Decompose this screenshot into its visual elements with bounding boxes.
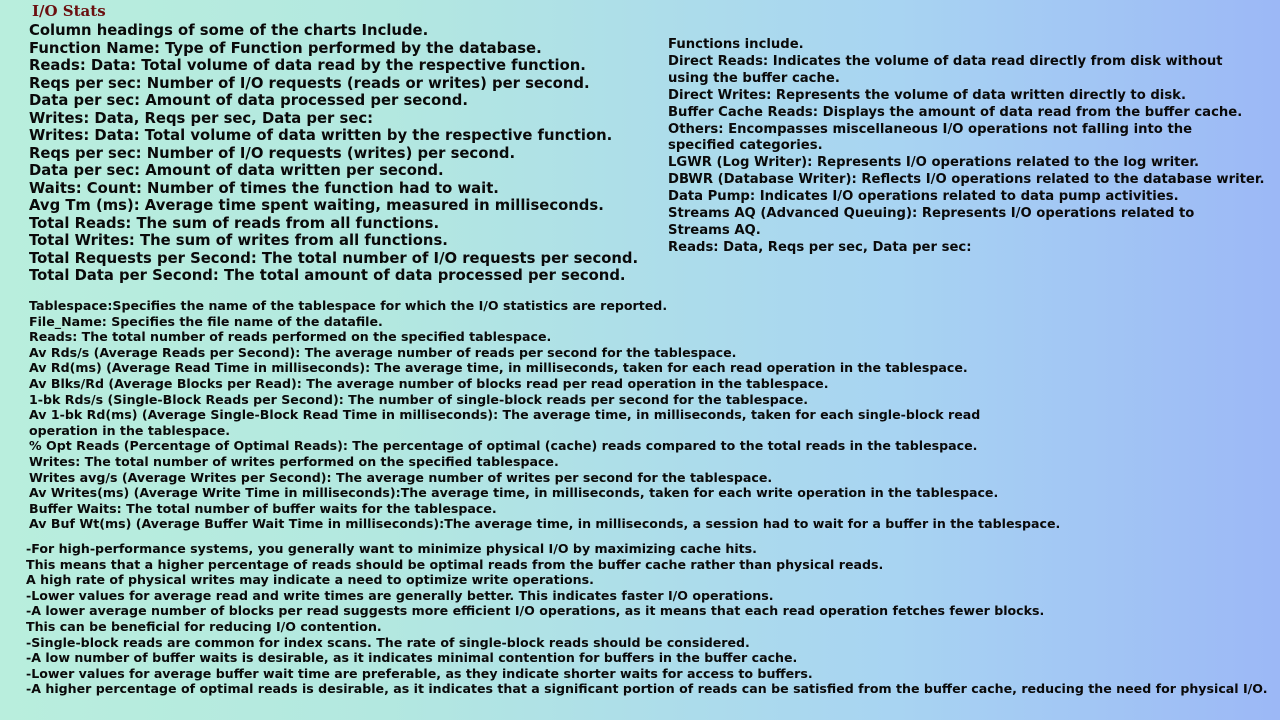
list-item: Total Data per Second: The total amount of data processed per second. xyxy=(29,267,626,284)
column-headings-list xyxy=(29,22,638,285)
list-item: Reqs per sec: Number of I/O requests (reads or writes) per second. xyxy=(29,74,590,92)
list-item: Av Writes(ms) (Average Write Time in milliseconds):The average time, in milliseconds, taken for each write operation in the tablespace. xyxy=(29,485,999,501)
list-item: % Opt Reads (Percentage of Optimal Reads): The percentage of optimal (cache) reads compared to the total reads in the tablespace. xyxy=(29,438,978,454)
list-item: DBWR (Database Writer): Reflects I/O operations related to the database writer. xyxy=(668,172,1265,188)
list-item: This means that a higher percentage of reads should be optimal reads from the buffer cache rather than physical reads. xyxy=(26,556,884,572)
list-item: operation in the tablespace. xyxy=(29,422,231,438)
list-item: A high rate of physical writes may indicate a need to optimize write operations. xyxy=(26,572,594,588)
list-item: Direct Writes: Represents the volume of data written directly to disk. xyxy=(668,87,1186,103)
notes-list xyxy=(26,541,1267,697)
list-item: -Lower values for average buffer wait time are preferable, as they indicate shorter waits for access to buffers. xyxy=(26,665,813,681)
list-item: Reqs per sec: Number of I/O requests (writes) per second. xyxy=(29,144,516,162)
list-item: Functions include. xyxy=(668,37,804,52)
list-item: Column headings of some of the charts Include. xyxy=(29,22,429,39)
list-item: -Single-block reads are common for index scans. The rate of single-block reads should be considered. xyxy=(26,634,750,650)
list-item: -A low number of buffer waits is desirable, as it indicates minimal contention for buffers in the buffer cache. xyxy=(26,650,798,666)
list-item: using the buffer cache. xyxy=(668,70,840,86)
list-item: Data per sec: Amount of data written per second. xyxy=(29,162,444,179)
list-item: Av Buf Wt(ms) (Average Buffer Wait Time in milliseconds):The average time, in milliseconds, a session had to wait for a buffer in the tablespace. xyxy=(29,516,1061,532)
list-item: Data Pump: Indicates I/O operations related to data pump activities. xyxy=(668,189,1179,205)
list-item: Total Writes: The sum of writes from all functions. xyxy=(29,232,448,249)
list-item: Total Reads: The sum of reads from all functions. xyxy=(29,214,440,232)
list-item: Others: Encompasses miscellaneous I/O operations not falling into the xyxy=(668,121,1193,137)
list-item: Av Rd(ms) (Average Read Time in milliseconds): The average time, in milliseconds, taken for each read operation in the tablespace. xyxy=(29,360,968,376)
list-item: This can be beneficial for reducing I/O contention. xyxy=(26,618,382,634)
list-item: Waits: Count: Number of times the function had to wait. xyxy=(29,179,499,197)
list-item: Reads: Data, Reqs per sec, Data per sec: xyxy=(668,239,972,255)
list-item: LGWR (Log Writer): Represents I/O operations related to the log writer. xyxy=(668,155,1200,171)
list-item: Streams AQ. xyxy=(668,222,761,238)
list-item: Buffer Cache Reads: Displays the amount of data read from the buffer cache. xyxy=(668,104,1243,120)
list-item: Tablespace:Specifies the name of the tablespace for which the I/O statistics are reported. xyxy=(29,298,668,313)
list-item: specified categories. xyxy=(668,138,823,154)
list-item: Streams AQ (Advanced Queuing): Represents I/O operations related to xyxy=(668,206,1195,222)
list-item: File_Name: Specifies the file name of the datafile. xyxy=(29,313,383,329)
list-item: Writes: Data, Reqs per sec, Data per sec: xyxy=(29,109,374,127)
list-item: Av Rds/s (Average Reads per Second): The average number of reads per second for the tablespace. xyxy=(29,344,737,360)
list-item: Reads: The total number of reads performed on the specified tablespace. xyxy=(29,329,552,345)
list-item: Reads: Data: Total volume of data read by the respective function. xyxy=(29,57,586,74)
list-item: Total Requests per Second: The total number of I/O requests per second. xyxy=(29,249,639,267)
list-item: 1-bk Rds/s (Single-Block Reads per Second): The number of single-block reads per second for the tablespace. xyxy=(29,391,809,407)
functions-list xyxy=(668,37,1268,257)
list-item: Buffer Waits: The total number of buffer waits for the tablespace. xyxy=(29,500,497,516)
list-item: -A lower average number of blocks per read suggests more efficient I/O operations, as it means that each read operation fetches fewer blocks. xyxy=(26,603,1045,619)
list-item: -Lower values for average read and write times are generally better. This indicates faster I/O operations. xyxy=(26,587,774,603)
page-title: I/O Stats xyxy=(32,2,106,20)
list-item: -For high-performance systems, you generally want to minimize physical I/O by maximizing cache hits. xyxy=(26,541,757,556)
list-item: Function Name: Type of Function performed by the database. xyxy=(29,39,542,57)
list-item: Direct Reads: Indicates the volume of data read directly from disk without xyxy=(668,53,1223,69)
list-item: Data per sec: Amount of data processed per second. xyxy=(29,92,468,109)
list-item: Avg Tm (ms): Average time spent waiting, measured in milliseconds. xyxy=(29,197,604,214)
tablespace-list xyxy=(29,298,1060,532)
list-item: Av 1-bk Rd(ms) (Average Single-Block Read Time in milliseconds): The average time, in milliseconds, taken for each single-block read xyxy=(29,407,981,423)
list-item: Writes avg/s (Average Writes per Second): The average number of writes per second for the tablespace. xyxy=(29,469,773,485)
list-item: Av Blks/Rd (Average Blocks per Read): The average number of blocks read per read operation in the tablespace. xyxy=(29,375,829,391)
list-item: Writes: The total number of writes performed on the specified tablespace. xyxy=(29,453,559,469)
list-item: Writes: Data: Total volume of data written by the respective function. xyxy=(29,127,613,144)
list-item: -A higher percentage of optimal reads is desirable, as it indicates that a significant portion of reads can be satisfied from the buffer cache, reducing the need for physical I/O. xyxy=(26,681,1268,697)
